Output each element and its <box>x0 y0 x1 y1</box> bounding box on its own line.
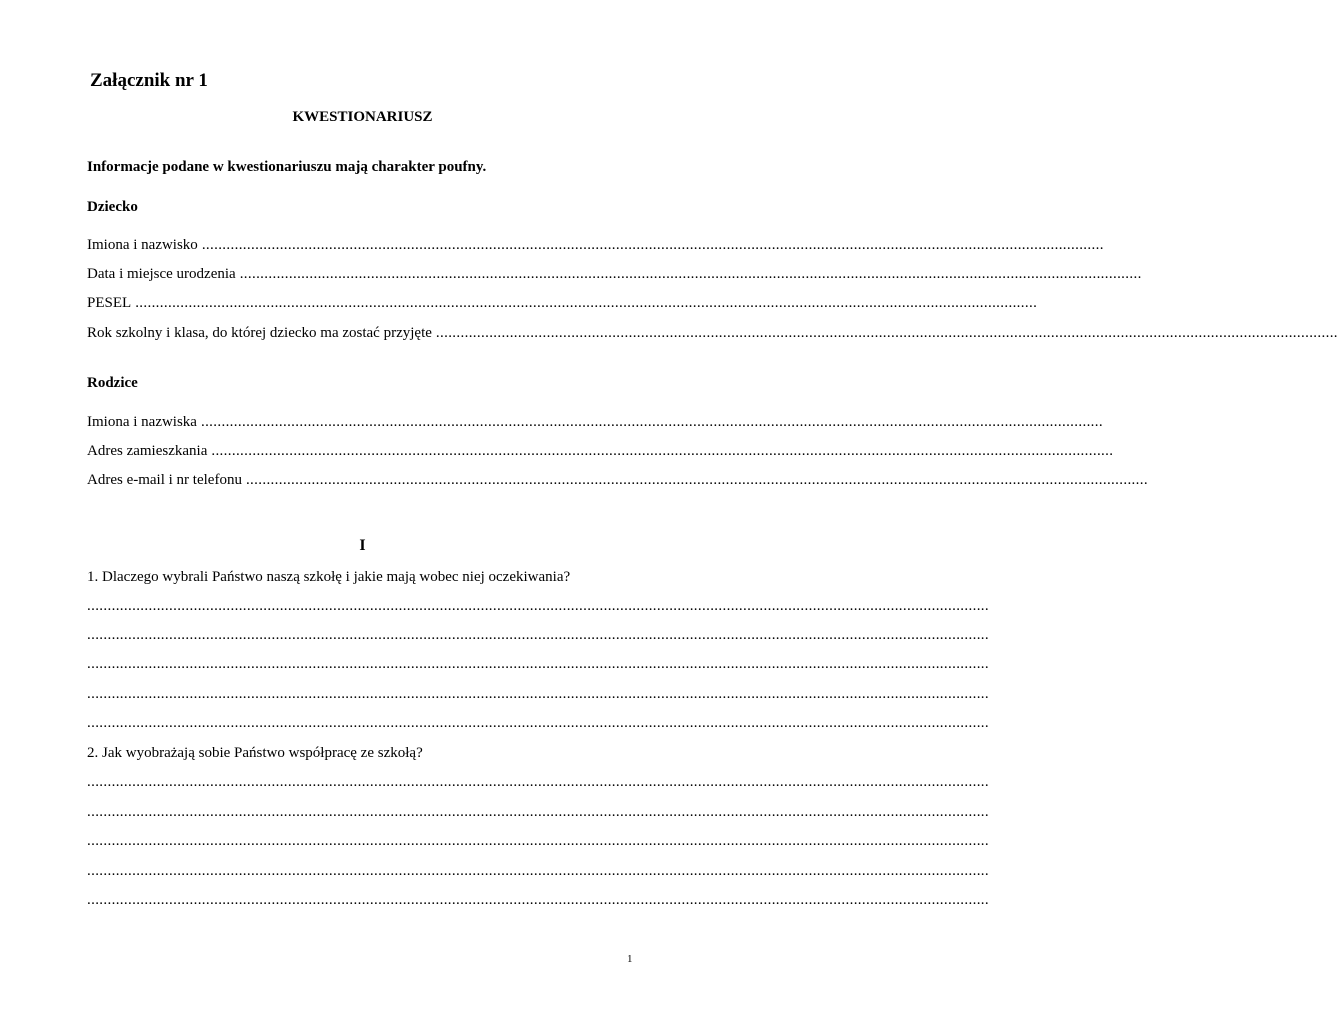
child-pesel-field[interactable] <box>87 293 1038 313</box>
page-number: 1 <box>627 953 633 965</box>
confidentiality-note: Informacje podane w kwestionariuszu mają charakter poufny. <box>87 159 487 175</box>
question-2-answer-line[interactable]: ............................................................................................................................................................................................................................ <box>87 863 989 879</box>
child-school-year-class-field[interactable] <box>87 323 1338 343</box>
child-birth-date-place-label: Data i miejsce urodzenia <box>87 266 236 282</box>
child-birth-date-place-field[interactable] <box>87 264 1142 284</box>
section-number: I <box>359 537 366 554</box>
parents-names-label: Imiona i nazwiska <box>87 414 197 430</box>
parents-names-field[interactable] <box>87 412 1103 432</box>
child-names-label: Imiona i nazwisko <box>87 237 198 253</box>
parents-address-field[interactable] <box>87 441 1114 461</box>
child-pesel-dotted-line: ............................................................................................................................................................................................................................ <box>135 295 1038 311</box>
question-1-text: 1. Dlaczego wybrali Państwo naszą szkołę i jakie mają wobec niej oczekiwania? <box>87 569 571 585</box>
question-2-answer-line[interactable]: ............................................................................................................................................................................................................................ <box>87 774 989 790</box>
question-1-answer-line[interactable]: ............................................................................................................................................................................................................................ <box>87 598 989 614</box>
parents-contact-label: Adres e-mail i nr telefonu <box>87 472 242 488</box>
child-section-heading: Dziecko <box>87 199 138 215</box>
question-2-text: 2. Jak wyobrażają sobie Państwo współpracę ze szkołą? <box>87 745 423 761</box>
child-pesel-label: PESEL <box>87 295 132 311</box>
parents-address-label: Adres zamieszkania <box>87 443 208 459</box>
child-names-dotted-line: ............................................................................................................................................................................................................................ <box>201 237 1104 253</box>
child-birth-date-place-dotted-line: ............................................................................................................................................................................................................................ <box>239 266 1142 282</box>
question-2-answer-line[interactable]: ............................................................................................................................................................................................................................ <box>87 892 989 908</box>
parents-address-dotted-line: ............................................................................................................................................................................................................................ <box>211 443 1114 459</box>
question-2-answer-line[interactable]: ............................................................................................................................................................................................................................ <box>87 804 989 820</box>
question-2-answer-line[interactable]: ............................................................................................................................................................................................................................ <box>87 833 989 849</box>
parents-names-dotted-line: ............................................................................................................................................................................................................................ <box>200 414 1103 430</box>
annex-title: Załącznik nr 1 <box>90 70 208 91</box>
child-school-year-class-dotted-line: ............................................................................................................................................................................................................................ <box>435 325 1338 341</box>
question-1-answer-line[interactable]: ............................................................................................................................................................................................................................ <box>87 686 989 702</box>
child-names-field[interactable] <box>87 235 1104 255</box>
question-1-answer-line[interactable]: ............................................................................................................................................................................................................................ <box>87 656 989 672</box>
parents-contact-field[interactable] <box>87 470 1148 490</box>
child-school-year-class-label: Rok szkolny i klasa, do której dziecko ma zostać przyjęte <box>87 325 432 341</box>
question-1-answer-line[interactable]: ............................................................................................................................................................................................................................ <box>87 715 989 731</box>
question-1-answer-line[interactable]: ............................................................................................................................................................................................................................ <box>87 627 989 643</box>
document-title: KWESTIONARIUSZ <box>292 109 433 125</box>
parents-contact-dotted-line: ............................................................................................................................................................................................................................ <box>245 472 1148 488</box>
parents-section-heading: Rodzice <box>87 375 138 391</box>
